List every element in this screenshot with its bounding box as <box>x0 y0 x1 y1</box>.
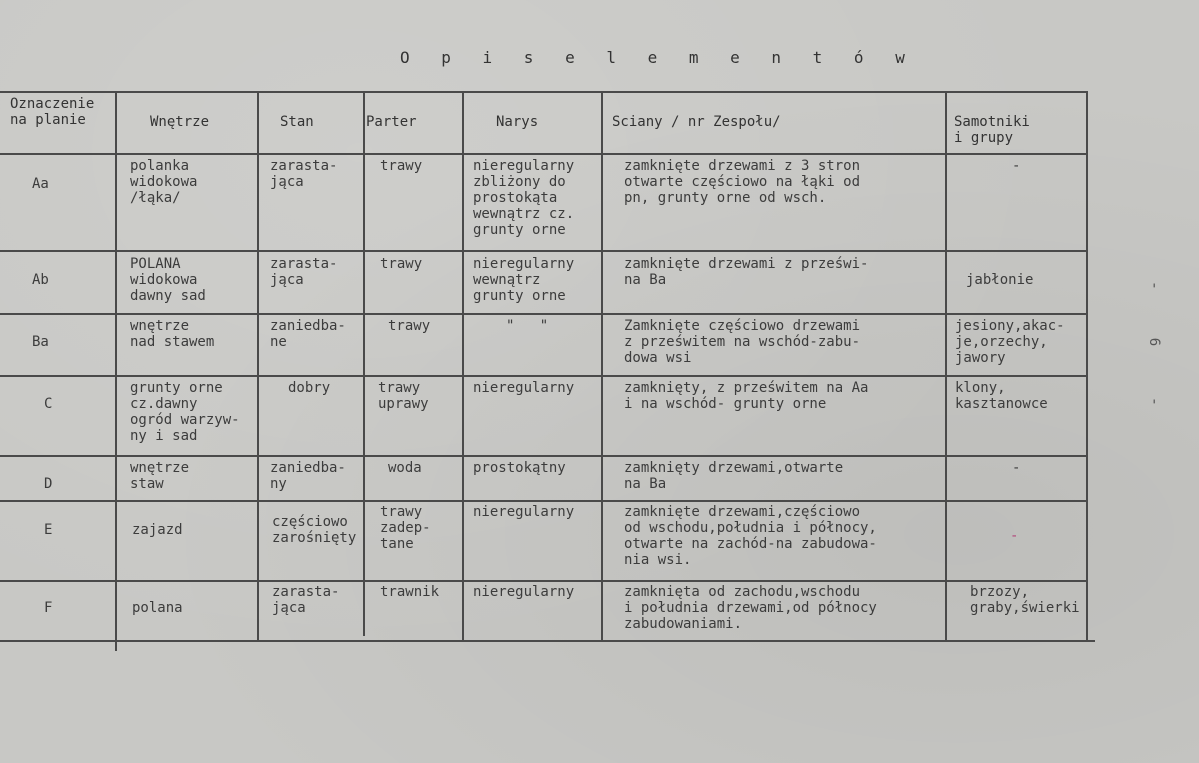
row-f-parter: trawnik <box>380 584 440 600</box>
row-e-samotniki: - <box>1010 528 1019 544</box>
rule-e <box>0 580 1088 582</box>
col-divider-7 <box>1086 91 1088 640</box>
row-d-stan: zaniedba- ny <box>270 460 346 492</box>
row-c-narys: nieregularny <box>473 380 575 396</box>
rule-ab <box>0 313 1088 315</box>
col-divider-2 <box>257 91 259 641</box>
row-d-sciany: zamknięty drzewami,otwarte na Ba <box>624 460 844 492</box>
row-c-oznaczenie: C <box>44 396 53 412</box>
row-aa-stan: zarasta- jąca <box>270 158 338 190</box>
row-f-wnetrze: polana <box>132 600 183 616</box>
row-ba-oznaczenie: Ba <box>32 334 49 350</box>
row-f-samotniki: brzozy, graby,świerki <box>970 584 1080 616</box>
row-e-sciany: zamknięte drzewami,częściowo od wschodu,południa i północy, otwarte na zachód-na zabudowa- nia wsi. <box>624 504 877 568</box>
row-d-narys: prostokątny <box>473 460 566 476</box>
col-divider-1 <box>115 91 117 651</box>
row-f-stan: zarasta- jąca <box>272 584 340 616</box>
row-aa-narys: nieregularny zbliżony do prostokąta wewnątrz cz. grunty orne <box>473 158 575 238</box>
row-ab-parter: trawy <box>380 256 423 272</box>
rule-ba <box>0 375 1088 377</box>
margin-mark-3: ' <box>1150 398 1159 414</box>
row-ab-wnetrze: POLANA widokowa dawny sad <box>130 256 206 304</box>
row-ba-parter: trawy <box>388 318 431 334</box>
row-aa-sciany: zamknięte drzewami z 3 stron otwarte częściowo na łąki od pn, grunty orne od wsch. <box>624 158 861 206</box>
row-f-narys: nieregularny <box>473 584 575 600</box>
rule-aa <box>0 250 1088 252</box>
row-ba-wnetrze: wnętrze nad stawem <box>130 318 215 350</box>
row-ab-sciany: zamknięte drzewami z prześwi- na Ba <box>624 256 869 288</box>
header-samotniki: Samotniki i grupy <box>954 114 1030 146</box>
header-oznaczenie: Oznaczenie na planie <box>10 96 95 128</box>
row-f-sciany: zamknięta od zachodu,wschodu i południa drzewami,od północy zabudowaniami. <box>624 584 877 632</box>
row-ab-oznaczenie: Ab <box>32 272 49 288</box>
col-divider-4 <box>462 91 464 640</box>
header-sciany: Sciany / nr Zespołu/ <box>612 114 781 130</box>
row-aa-samotniki: - <box>1012 158 1021 174</box>
row-c-wnetrze: grunty orne cz.dawny ogród warzyw- ny i sad <box>130 380 240 444</box>
margin-mark-2: 6 <box>1146 337 1163 347</box>
header-parter: Parter <box>366 114 417 130</box>
row-ab-samotniki: jabłonie <box>966 272 1034 288</box>
header-stan: Stan <box>280 114 314 130</box>
rule-c <box>0 455 1088 457</box>
row-ab-narys: nieregularny wewnątrz grunty orne <box>473 256 575 304</box>
col-divider-6 <box>945 91 947 640</box>
row-d-wnetrze: wnętrze staw <box>130 460 190 492</box>
rule-bottom <box>0 640 1095 642</box>
row-d-oznaczenie: D <box>44 476 53 492</box>
row-c-sciany: zamknięty, z prześwitem na Aa i na wschód- grunty orne <box>624 380 869 412</box>
row-ab-stan: zarasta- jąca <box>270 256 338 288</box>
rule-d <box>0 500 1088 502</box>
row-e-wnetrze: zajazd <box>132 522 183 538</box>
rule-header <box>0 153 1088 155</box>
row-aa-parter: trawy <box>380 158 423 174</box>
col-divider-3 <box>363 91 365 636</box>
row-f-oznaczenie: F <box>44 600 53 616</box>
row-ba-sciany: Zamknięte częściowo drzewami z prześwitem na wschód-zabu- dowa wsi <box>624 318 861 366</box>
row-c-parter: trawy uprawy <box>378 380 429 412</box>
row-ba-stan: zaniedba- ne <box>270 318 346 350</box>
header-wnetrze: Wnętrze <box>150 114 210 130</box>
row-e-oznaczenie: E <box>44 522 53 538</box>
header-narys: Narys <box>496 114 539 130</box>
page-title: O p i s e l e m e n t ó w <box>400 48 916 67</box>
row-c-stan: dobry <box>288 380 331 396</box>
rule-top <box>0 91 1088 93</box>
col-divider-5 <box>601 91 603 640</box>
row-c-samotniki: klony, kasztanowce <box>955 380 1048 412</box>
row-ba-samotniki: jesiony,akac- je,orzechy, jawory <box>955 318 1065 366</box>
row-e-stan: częściowo zarośnięty <box>272 514 357 546</box>
row-ba-narys: " " <box>506 318 549 334</box>
margin-mark-1: ' <box>1150 282 1159 298</box>
row-e-narys: nieregularny <box>473 504 575 520</box>
row-d-samotniki: - <box>1012 460 1021 476</box>
row-d-parter: woda <box>388 460 422 476</box>
row-aa-oznaczenie: Aa <box>32 176 49 192</box>
row-aa-wnetrze: polanka widokowa /łąka/ <box>130 158 198 206</box>
row-e-parter: trawy zadep- tane <box>380 504 431 552</box>
